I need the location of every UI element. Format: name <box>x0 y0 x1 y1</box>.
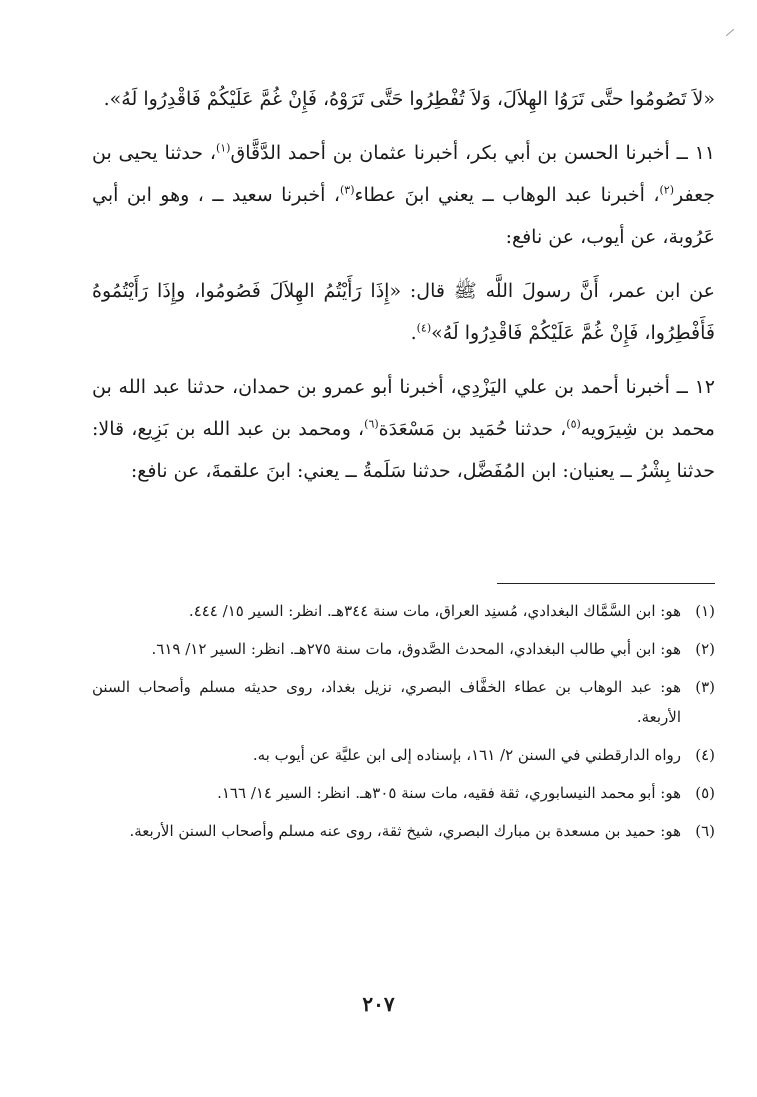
footnote-number: (٣) <box>695 678 715 696</box>
footnote-ref-3[interactable]: (٣) <box>340 183 355 197</box>
footnote-3 <box>92 672 715 732</box>
footnote-ref-4[interactable]: (٤) <box>416 321 432 335</box>
footnotes <box>92 596 715 854</box>
footnote-text: رواه الدارقطني في السنن ٢/ ١٦١، بإسناده إلى ابن عليَّة عن أيوب به. <box>252 746 681 764</box>
hadith-11-matn: عن ابن عمر، أَنَّ رسولَ اللَّه ﷺ قال: «إِذَا رَأَيْتُمُ الهِلاَلَ فَصُومُوا، وإِذَا رَأَيْتُمُوهُ فَأَفْطِرُوا، فَإِنْ غُمَّ عَلَيْكُمْ فَاقْدِرُوا لَهُ»$^{(٤)}$. <box>92 280 715 344</box>
footnote-5 <box>92 778 715 808</box>
footnote-number: (٤) <box>695 746 715 764</box>
footnote-text: هو: عبد الوهاب بن عطاء الخفَّاف البصري، نزيل بغداد، روى حديثه مسلم وأصحاب السنن الأربعة. <box>92 678 681 726</box>
footnote-ref-1[interactable]: (١) <box>215 141 231 155</box>
hadith-11-isnad: ١١ ــ أخبرنا الحسن بن أبي بكر، أخبرنا عثمان بن أحمد الدَّقَّاق$^{(١)}$، حدثنا يحيى بن جعفر$^{(٢)}$، أخبرنا عبد الوهاب ــ يعني ابنَ عطاء$^{(٣)}$، أخبرنا سعيد ــ ، وهو ابن أبي عَرُوبة، عن أيوب، عن نافع: <box>92 141 715 248</box>
corner-mark <box>726 29 734 36</box>
footnote-ref-6[interactable]: (٦) <box>364 417 379 431</box>
page-number: ٢٠٧ <box>362 992 395 1016</box>
footnote-6 <box>92 816 715 846</box>
footnote-ref-5[interactable]: (٥) <box>566 417 581 431</box>
footnote-number: (٦) <box>695 822 715 840</box>
hadith-10-end: «لاَ تَصُومُوا حتَّى تَرَوُا الهِلاَلَ، وَلاَ تُفْطِرُوا حَتَّى تَرَوْهُ، فَإِنْ غُمَّ عَلَيْكُمْ فَاقْدِرُوا لَهُ». <box>103 88 715 110</box>
footnote-text: هو: ابن أبي طالب البغدادي، المحدث الصَّدوق، مات سنة ٢٧٥هـ. انظر: السير ١٢/ ٦١٩. <box>151 640 681 658</box>
footnote-text: هو: حميد بن مسعدة بن مبارك البصري، شيخ ثقة، روى عنه مسلم وأصحاب السنن الأربعة. <box>129 822 681 840</box>
footnote-number: (١) <box>695 602 715 620</box>
footnote-separator <box>497 583 715 584</box>
footnote-text: هو: ابن السَّمَّاك البغدادي، مُسنِد العراق، مات سنة ٣٤٤هـ. انظر: السير ١٥/ ٤٤٤. <box>188 602 681 620</box>
footnote-2 <box>92 634 715 664</box>
footnote-4 <box>92 740 715 770</box>
footnote-number: (٢) <box>695 640 715 658</box>
footnote-1 <box>92 596 715 626</box>
main-text <box>92 78 715 492</box>
footnote-ref-2[interactable]: (٢) <box>659 183 674 197</box>
footnote-number: (٥) <box>695 784 715 802</box>
footnote-text: هو: أبو محمد النيسابوري، ثقة فقيه، مات سنة ٣٠٥هـ. انظر: السير ١٤/ ١٦٦. <box>217 784 681 802</box>
hadith-12-isnad: ١٢ ــ أخبرنا أحمد بن علي اليَزْدِي، أخبرنا أبو عمرو بن حمدان، حدثنا عبد الله بن محمد بن شِيرَويه$^{(٥)}$، حدثنا حُمَيد بن مَسْعَدَة$^{(٦)}$، ومحمد بن عبد الله بن بَزِيع، قالا: حدثنا بِشْرُ ــ يعنيان: ابن المُفَضَّل، حدثنا سَلَمةُ ــ يعني: ابنَ علقمةَ، عن نافع: <box>92 376 715 482</box>
